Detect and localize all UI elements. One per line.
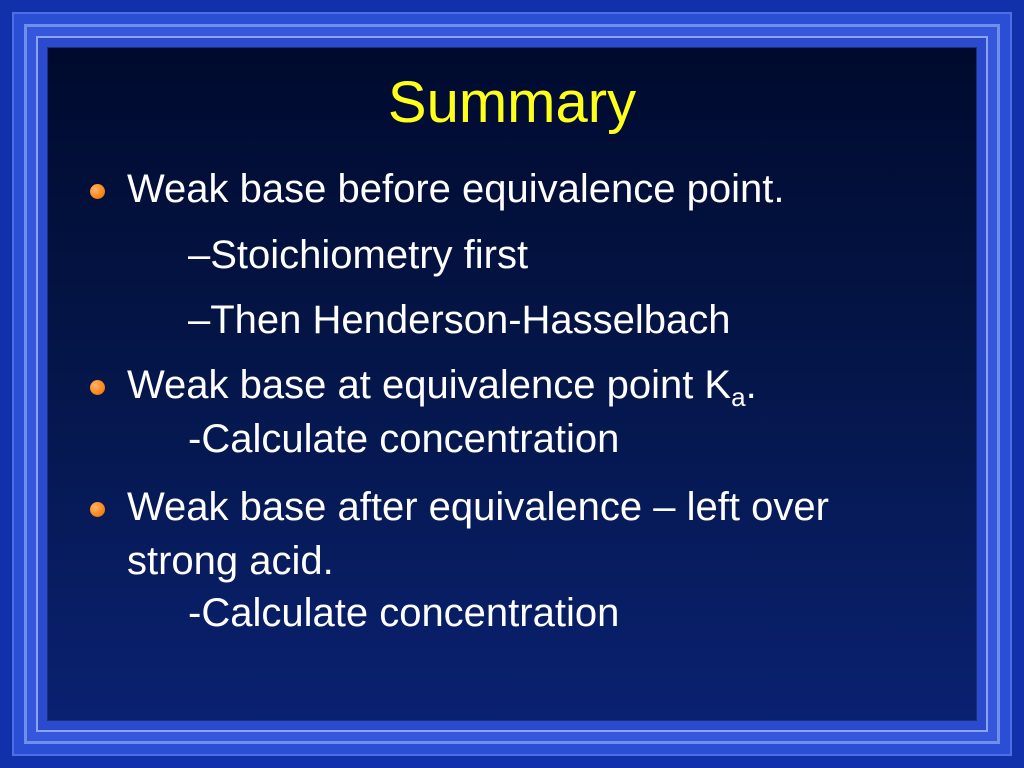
bullet-3-subitem-1: -Calculate concentration bbox=[188, 591, 620, 635]
bullet-1-subitem-2: –Then Henderson-Hasselbach bbox=[188, 298, 731, 342]
bullet-icon bbox=[90, 380, 105, 395]
bullet-3-text-line-2: strong acid. bbox=[127, 539, 334, 583]
bullet-icon bbox=[90, 184, 105, 199]
bullet-3-text-line-1: Weak base after equivalence – left over bbox=[127, 485, 829, 529]
bullet-1-subitem-1: –Stoichiometry first bbox=[188, 233, 529, 277]
bullet-2-suffix: . bbox=[745, 363, 757, 407]
ka-subscript: a bbox=[731, 382, 746, 412]
bullet-1-text: Weak base before equivalence point. bbox=[127, 167, 785, 211]
bullet-icon bbox=[90, 502, 105, 517]
bullet-2-subitem-1: -Calculate concentration bbox=[188, 417, 620, 461]
slide-title: Summary bbox=[387, 70, 637, 135]
bullet-2-text bbox=[127, 362, 757, 412]
bullet-2-main-text: Weak base at equivalence point K bbox=[127, 363, 732, 407]
